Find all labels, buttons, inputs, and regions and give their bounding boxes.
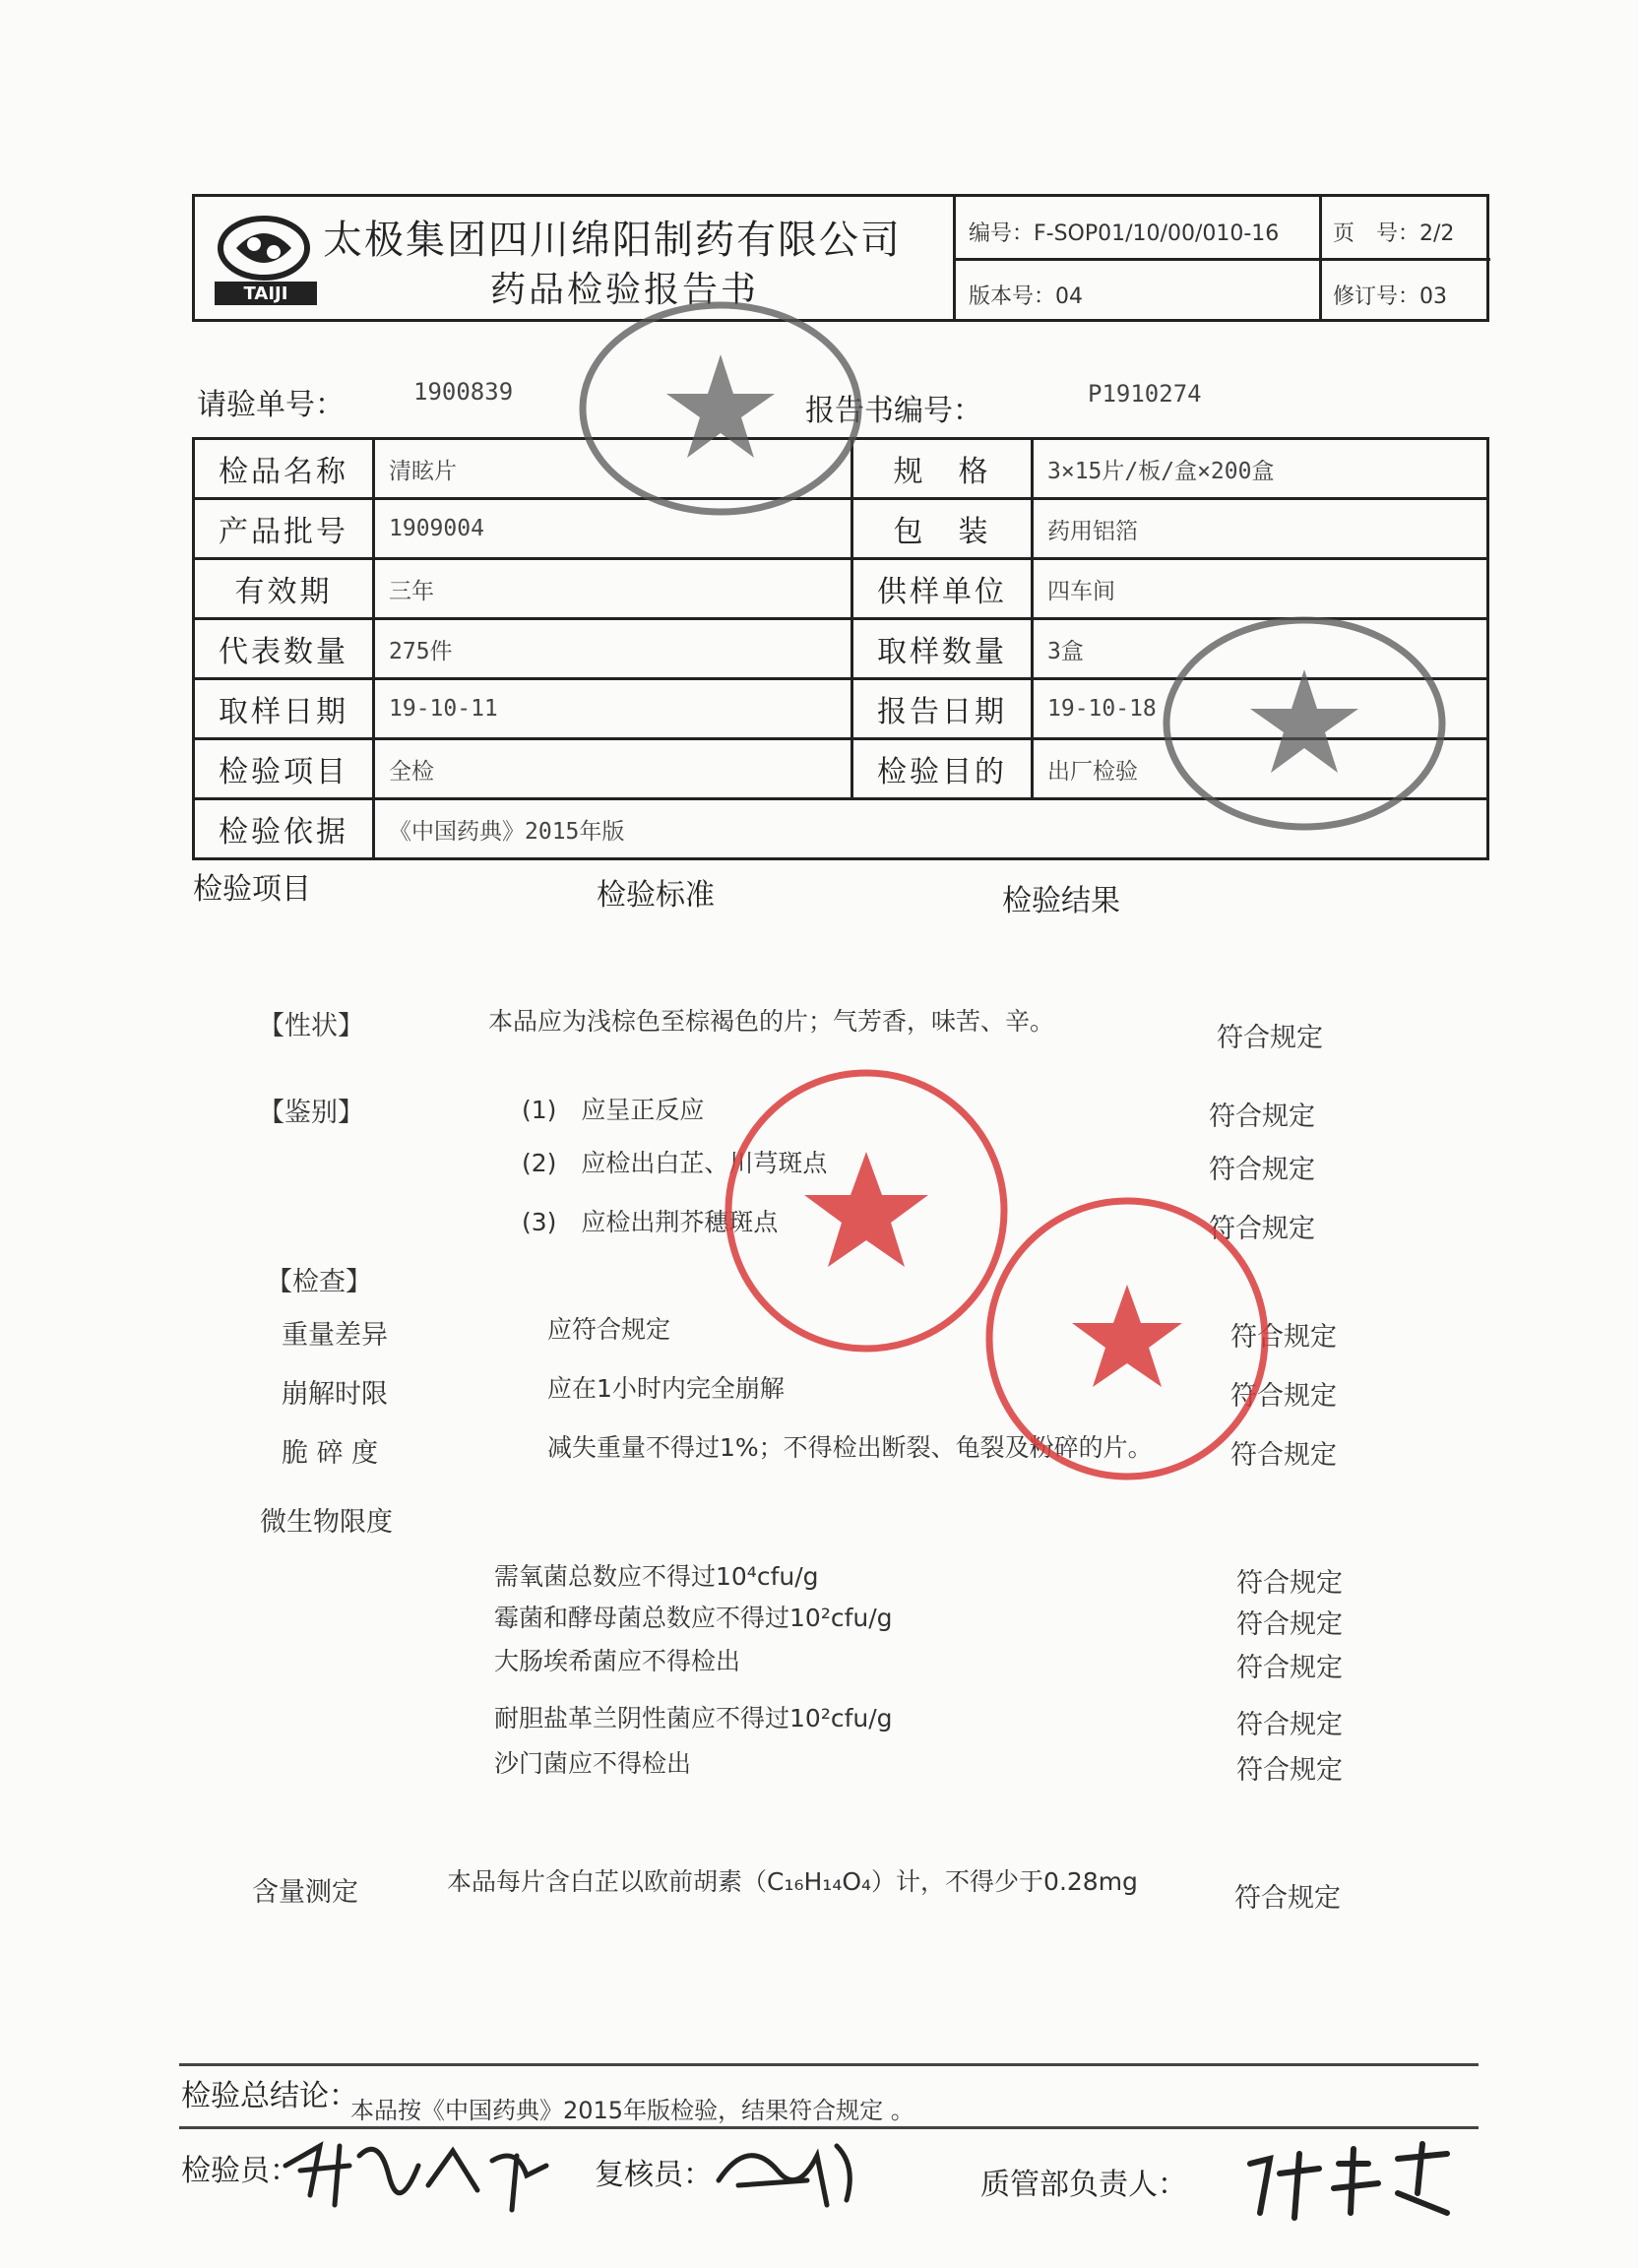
inspection-subitem: 崩解时限 (282, 1379, 388, 1410)
company-name: 太极集团四川绵阳制药有限公司 (323, 218, 902, 263)
info-label: 检品名称 (194, 439, 374, 499)
inspection-standard: 应符合规定 (547, 1315, 671, 1344)
microbial-standard: 大肠埃希菌应不得检出 (494, 1647, 741, 1675)
svg-text:TAIJI: TAIJI (243, 284, 288, 304)
microbial-result: 符合规定 (1236, 1710, 1343, 1740)
identification-result: 符合规定 (1209, 1214, 1315, 1244)
info-label: 代表数量 (194, 619, 374, 679)
report-title: 药品检验报告书 (490, 270, 760, 310)
info-value: 19-10-18 (1033, 679, 1488, 739)
microbial-limit-label: 微生物限度 (260, 1507, 393, 1538)
microbial-result: 符合规定 (1236, 1568, 1343, 1599)
identification-standard: (2) 应检出白芷、川芎斑点 (522, 1149, 828, 1177)
reviewer-label: 复核员： (595, 2158, 713, 2192)
appearance-standard: 本品应为浅棕色至棕褐色的片；气芳香，味苦、辛。 (488, 1007, 1055, 1036)
taiji-logo (207, 211, 325, 309)
info-value: 19-10-11 (374, 679, 852, 739)
reviewer-signature (709, 2126, 866, 2215)
conclusion-label: 检验总结论： (181, 2079, 358, 2113)
qc-stamp-1 (573, 295, 868, 522)
conclusion-top-rule (179, 2063, 1479, 2066)
request-number: 1900839 (413, 378, 514, 406)
request-label: 请验单号： (197, 388, 345, 422)
info-value: 药用铝箔 (1033, 499, 1488, 559)
info-value: 三年 (374, 559, 852, 619)
info-value: 四车间 (1033, 559, 1488, 619)
col-header-result: 检验结果 (1002, 884, 1120, 918)
col-header-item: 检验项目 (193, 872, 311, 907)
qc-stamp-2 (1157, 610, 1452, 837)
inspection-result: 符合规定 (1230, 1322, 1337, 1353)
info-label: 取样数量 (852, 619, 1033, 679)
assay-item: 含量测定 (252, 1877, 358, 1908)
info-value: 出厂检验 (1033, 739, 1488, 799)
identification-item: 【鉴别】 (258, 1098, 364, 1128)
microbial-result: 符合规定 (1236, 1755, 1343, 1786)
microbial-result: 符合规定 (1236, 1653, 1343, 1683)
col-header-standard: 检验标准 (597, 878, 715, 913)
basis-value: 《中国药典》2015年版 (374, 799, 1488, 859)
version-number: 版本号：04 (969, 284, 1083, 309)
inspection-subitem: 脆 碎 度 (282, 1438, 379, 1469)
info-value: 1909004 (374, 499, 852, 559)
info-label: 产品批号 (194, 499, 374, 559)
microbial-standard: 需氧菌总数应不得过10⁴cfu/g (494, 1562, 819, 1591)
appearance-result: 符合规定 (1217, 1023, 1323, 1053)
info-label: 报告日期 (852, 679, 1033, 739)
report-number: P1910274 (1088, 380, 1202, 408)
identification-standard: (3) 应检出荆芥穗斑点 (522, 1208, 779, 1236)
info-label: 检验目的 (852, 739, 1033, 799)
info-label: 有效期 (194, 559, 374, 619)
inspection-result: 符合规定 (1230, 1381, 1337, 1412)
red-stamp-1 (719, 1063, 1014, 1358)
assay-result: 符合规定 (1234, 1883, 1341, 1914)
inspector-signature (281, 2126, 576, 2215)
appearance-item: 【性状】 (258, 1011, 364, 1041)
conclusion-text: 本品按《中国药典》2015年版检验，结果符合规定 。 (350, 2097, 914, 2124)
doc-number: 编号：F-SOP01/10/00/010-16 (969, 221, 1280, 246)
inspection-result: 符合规定 (1230, 1440, 1337, 1471)
microbial-result: 符合规定 (1236, 1609, 1343, 1640)
assay-standard: 本品每片含白芷以欧前胡素（C₁₆H₁₄O₄）计，不得少于0.28mg (447, 1867, 1138, 1896)
microbial-standard: 耐胆盐革兰阴性菌应不得过10²cfu/g (494, 1704, 893, 1732)
page-number: 页 号：2/2 (1333, 221, 1455, 246)
info-label: 取样日期 (194, 679, 374, 739)
identification-result: 符合规定 (1209, 1102, 1315, 1132)
inspector-label: 检验员： (181, 2154, 299, 2188)
info-value: 3盒 (1033, 619, 1488, 679)
qa-head-label: 质管部负责人： (980, 2168, 1187, 2202)
info-label: 供样单位 (852, 559, 1033, 619)
info-value: 清眩片 (374, 439, 852, 499)
inspection-subitem: 重量差异 (282, 1320, 388, 1351)
revision-number: 修订号：03 (1333, 284, 1447, 309)
basis-label: 检验依据 (194, 799, 374, 859)
info-label: 检验项目 (194, 739, 374, 799)
info-label: 包 装 (852, 499, 1033, 559)
inspection-standard: 减失重量不得过1%；不得检出断裂、龟裂及粉碎的片。 (547, 1433, 1153, 1462)
red-stamp-2 (979, 1191, 1275, 1486)
inspection-standard: 应在1小时内完全崩解 (547, 1374, 785, 1403)
info-label: 规 格 (852, 439, 1033, 499)
inspection-item: 【检查】 (266, 1267, 372, 1297)
info-value: 3×15片/板/盒×200盒 (1033, 439, 1488, 499)
info-value: 275件 (374, 619, 852, 679)
microbial-standard: 霉菌和酵母菌总数应不得过10²cfu/g (494, 1604, 893, 1632)
microbial-standard: 沙门菌应不得检出 (494, 1749, 692, 1778)
info-value: 全检 (374, 739, 852, 799)
identification-result: 符合规定 (1209, 1155, 1315, 1185)
qa-head-signature (1240, 2134, 1457, 2223)
identification-standard: (1) 应呈正反应 (522, 1096, 705, 1124)
report-number-label: 报告书编号： (805, 394, 982, 428)
